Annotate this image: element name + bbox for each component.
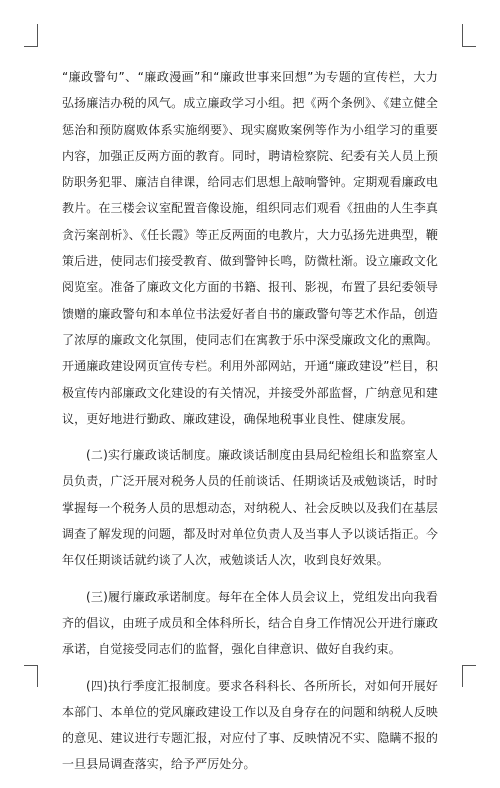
crop-mark-top-left [24,46,38,47]
crop-mark-bottom-left [24,665,38,666]
crop-mark-bottom-right [462,665,476,666]
document-body [62,64,438,788]
crop-mark-bottom-right [462,665,463,687]
crop-mark-top-left [37,24,38,46]
crop-mark-bottom-left [37,665,38,687]
paragraph-propaganda: “廉政警句”、“廉政漫画”和“廉政世事来回想”为专题的宣传栏，大力弘扬廉洁办税的风气。成立廉政学习小组。把《两个条例》、《建立健全惩治和预防腐败体系实施纲要》、现实腐败案例等作为小组学习的重要内容，加强正反两方面的教育。同时，聘请检察院、纪委有关人员上预防职务犯罪、廉洁自律课，给同志们思想上敲响警钟。定期观看廉政电教片。在三楼会议室配置音像设施，组织同志们观看《扭曲的人生李真贪污案剖析》、《任长霞》等正反两面的电教片，大力弘扬先进典型，鞭策后进，使同志们接受教育、做到警钟长鸣，防微杜渐。设立廉政文化阅览室。准备了廉政文化方面的书籍、报刊、影视，布置了县纪委领导馈赠的廉政警句和本单位书法爱好者自书的廉政警句等艺术作品，创造了浓厚的廉政文化氛围，使同志们在寓教于乐中深受廉政文化的熏陶。开通廉政建设网页宣传专栏。利用外部网站，开通“廉政建设”栏目，积极宣传内部廉政文化建设的有关情况，并接受外部监督，广纳意见和建议，更好地进行勤政、廉政建设，确保地税事业良性、健康发展。 [62,70,438,426]
paragraph-talk-system: (二)实行廉政谈话制度。廉政谈话制度由县局纪检组长和监察室人员负责，广泛开展对税务人员的任前谈话、任期谈话及戒勉谈话，时时掌握每一个税务人员的思想动态，对纳税人、社会反映以及我们在基层调查了解发现的问题，都及时对单位负责人及当事人予以谈话指正。今年仅任期谈话就约谈了人次，戒勉谈话人次，收到良好效果。 [62,448,438,568]
crop-mark-top-right [462,46,476,47]
crop-mark-top-right [462,24,463,46]
paragraph-commitment-system: (三)履行廉政承诺制度。每年在全体人员会议上，党组发出向我看齐的倡议，由班子成员和全体科所长，结合自身工作情况公开进行廉政承诺，自觉接受同志们的监督，强化自律意识、做好自我约束。 [62,589,438,657]
paragraph-quarterly-report: (四)执行季度汇报制度。要求各科科长、各所所长，对如何开展好本部门、本单位的党风廉政建设工作以及自身存在的问题和纳税人反映的意见、建议进行专题汇报，对应付了事、反映情况不实、隐瞒不报的一旦县局调查落实，给予严厉处分。 [62,678,438,772]
